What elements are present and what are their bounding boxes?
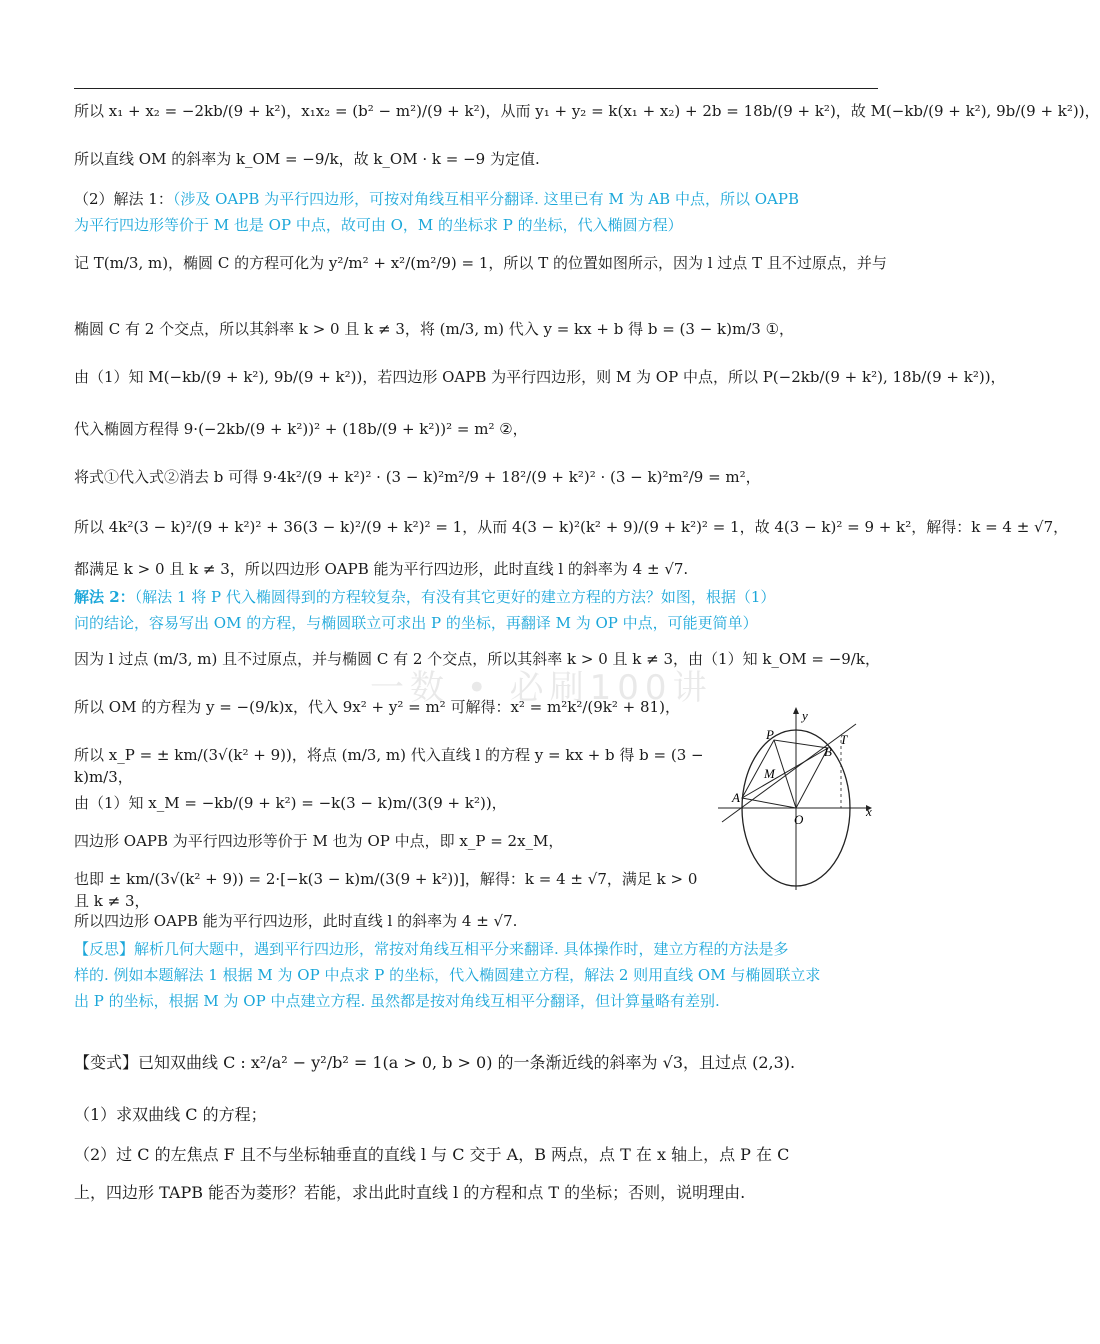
line-l [722,724,856,822]
text-line [74,188,799,210]
hint-note: （涉及 OAPB 为平行四边形，可按对角线互相平分翻译. 这里已有 M 为 AB 中点，所以 OAPB [172,190,799,208]
label-y: y [802,708,808,723]
variant-part-2-cont: 上，四边形 TAPB 能否为菱形？若能，求出此时直线 l 的方程和点 T 的坐标；否则，说明理由. [74,1183,746,1202]
top-rule [74,88,878,89]
watermark: 一数 • 必刷100讲 [370,668,713,708]
label-O: O [794,812,804,827]
variant-part-2: （2）过 C 的左焦点 F 且不与坐标轴垂直的直线 l 与 C 交于 A，B 两点，点 T 在 x 轴上，点 P 在 C [74,1145,790,1164]
text-line: 椭圆 C 有 2 个交点，所以其斜率 k > 0 且 k ≠ 3，将 (m/3, m) 代入 y = kx + b 得 b = (3 − k)m/3 ①， [74,320,795,338]
text-line: 所以 4k²(3 − k)²/(9 + k²)² + 36(3 − k)²/(9 + k²)² = 1，从而 4(3 − k)²(k² + 9)/(9 + k²)² = 1，故 4(3 − k)² = 9 + k²，解得：k = 4 ± √7， [74,518,1069,536]
ellipse-figure [716,704,876,894]
y-axis-arrow [793,707,799,714]
text-line: 因为 l 过点 (m/3, m) 且不过原点，并与椭圆 C 有 2 个交点，所以其斜率 k > 0 且 k ≠ 3，由（1）知 k_OM = −9/k， [74,650,880,668]
text-line: 都满足 k > 0 且 k ≠ 3，所以四边形 OAPB 能为平行四边形，此时直线 l 的斜率为 4 ± √7. [74,560,689,578]
solution-label: 解法 2： [74,588,135,606]
text-line: 所以 OM 的方程为 y = −(9/k)x，代入 9x² + y² = m² 可解得：x² = m²k²/(9k² + 81)， [74,698,680,716]
text-line: 代入椭圆方程得 9·(−2kb/(9 + k²))² + (18b/(9 + k²))² = m² ②， [74,420,528,438]
hint-note: （解法 1 将 P 代入椭圆得到的方程较复杂，有没有其它更好的建立方程的方法？如图，根据（1） [134,588,776,606]
text-line: 也即 ± km/(3√(k² + 9)) = 2·[−k(3 − k)m/(3(9 + k²))]，解得：k = 4 ± √7，满足 k > 0 且 k ≠ 3， [74,870,698,910]
text-line: 由（1）知 x_M = −kb/(9 + k²) = −k(3 − k)m/(3(9 + k²))， [74,794,507,812]
label-B: B [824,744,832,759]
text-line: 所以 x₁ + x₂ = −2kb/(9 + k²)，x₁x₂ = (b² − m²)/(9 + k²)，从而 y₁ + y₂ = k(x₁ + x₂) + 2b = 18b/(9 + k²)，故 M(−kb/(9 + k²), 9b/(9 + k²))， [74,102,1100,120]
text-line: 由（1）知 M(−kb/(9 + k²), 9b/(9 + k²))，若四边形 OAPB 为平行四边形，则 M 为 OP 中点，所以 P(−2kb/(9 + k²), 18b/(9 + k²))， [74,368,1006,386]
label-x: x [866,804,872,819]
text-line: 四边形 OAPB 为平行四边形等价于 M 也为 OP 中点，即 x_P = 2x_M， [74,832,564,850]
text-line: 所以四边形 OAPB 能为平行四边形，此时直线 l 的斜率为 4 ± √7. [74,912,518,930]
label-A: A [732,790,740,805]
text-line [74,586,775,608]
reflection-text: 样的. 例如本题解法 1 根据 M 为 OP 中点求 P 的坐标，代入椭圆建立方程，解法 2 则用直线 OM 与椭圆联立求 [74,966,821,984]
variant-part-1: （1）求双曲线 C 的方程； [74,1105,267,1124]
hint-note: 为平行四边形等价于 M 也是 OP 中点，故可由 O，M 的坐标求 P 的坐标，代入椭圆方程） [74,216,683,234]
text-line: 将式①代入式②消去 b 可得 9·4k²/(9 + k²)² · (3 − k)²m²/9 + 18²/(9 + k²)² · (3 − k)²m²/9 = m²， [74,468,761,486]
diagonal-OP [774,740,796,808]
label-T: T [840,732,848,747]
text-line: 所以 x_P = ± km/(3√(k² + 9))，将点 (m/3, m) 代入直线 l 的方程 y = kx + b 得 b = (3 − k)m/3， [74,746,704,786]
label-P: P [766,727,774,742]
text-line: 记 T(m/3, m)，椭圆 C 的方程可化为 y²/m² + x²/(m²/9) = 1，所以 T 的位置如图所示，因为 l 过点 T 且不过原点，并与 [74,254,887,272]
text-line: 所以直线 OM 的斜率为 k_OM = −9/k，故 k_OM · k = −9 为定值. [74,150,540,168]
label-M: M [764,766,775,781]
reflection-text: 【反思】解析几何大题中，遇到平行四边形，常按对角线互相平分来翻译. 具体操作时，建立方程的方法是多 [74,940,789,958]
hint-note: 问的结论，容易写出 OM 的方程，与椭圆联立可求出 P 的坐标，再翻译 M 为 OP 中点，可能更简单） [74,614,758,632]
reflection-text: 出 P 的坐标，根据 M 为 OP 中点建立方程. 虽然都是按对角线互相平分翻译，但计算量略有差别. [74,992,720,1010]
solution-label: （2）解法 1： [74,190,173,208]
variant-problem: 【变式】已知双曲线 C : x²/a² − y²/b² = 1(a > 0, b > 0) 的一条渐近线的斜率为 √3，且过点 (2,3). [74,1053,796,1072]
